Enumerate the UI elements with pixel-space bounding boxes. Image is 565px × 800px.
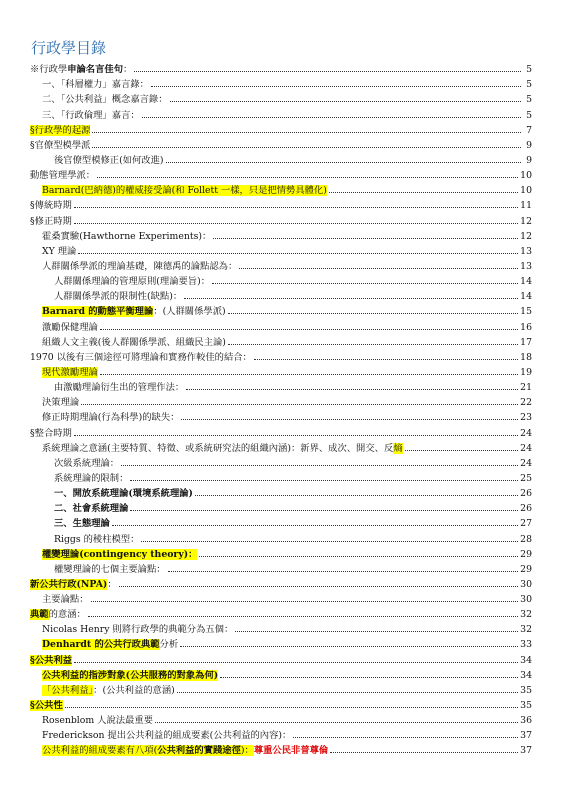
toc-page-number: 26 <box>520 503 532 515</box>
toc-entry-segment: 動態管理學派： <box>30 170 96 182</box>
toc-entry-segment: 三、「行政倫理」嘉言： <box>42 109 140 121</box>
toc-entry-title <box>42 185 327 196</box>
dot-leader <box>170 101 521 102</box>
toc-entry-title <box>42 670 218 681</box>
toc-entry-segment: Rosenblom 人說法最重要 <box>42 715 153 727</box>
dot-leader <box>228 313 519 314</box>
toc-entry[interactable] <box>30 469 532 484</box>
toc-entry-title <box>42 322 98 333</box>
toc-entry-title <box>30 579 117 590</box>
toc-entry-segment: ： <box>123 64 133 76</box>
toc-entry[interactable] <box>30 211 532 226</box>
toc-page-number: 34 <box>520 669 532 681</box>
toc-entry[interactable] <box>30 635 532 650</box>
toc-entry-segment: 霍桑實驗(Hawthorne Experiments)： <box>42 230 212 242</box>
toc-page-number: 16 <box>520 321 532 333</box>
toc-page-number: 5 <box>526 64 532 76</box>
toc-entry-title <box>54 518 110 529</box>
toc-page-number: 29 <box>520 548 532 560</box>
toc-entry-segment: 權變理論(contingency theory)： <box>42 548 198 560</box>
toc-page-number: 9 <box>526 154 532 166</box>
toc-entry[interactable] <box>30 560 532 575</box>
dot-leader <box>92 132 521 133</box>
toc-entry-title <box>54 382 184 393</box>
toc-entry[interactable] <box>30 333 532 348</box>
toc-page-number: 24 <box>520 457 532 469</box>
toc-entry-segment: 的意涵： <box>48 609 86 621</box>
toc-entry[interactable] <box>30 499 532 514</box>
toc-entry-title <box>42 745 328 756</box>
toc-entry-segment: Barnard 的動態平衡理論 <box>42 306 154 318</box>
toc-entry[interactable] <box>30 650 532 665</box>
toc-page-number: 18 <box>520 351 532 363</box>
toc-entry-segment: 決策理論 <box>42 397 80 409</box>
dot-leader <box>212 283 518 284</box>
toc-entry-segment: 公共利益的實踐途徑 <box>157 745 241 757</box>
dot-leader <box>74 223 518 224</box>
toc-entry[interactable] <box>30 711 532 726</box>
toc-entry-title <box>42 261 237 272</box>
toc-entry[interactable] <box>30 60 532 75</box>
toc-entry[interactable] <box>30 181 532 196</box>
toc-entry-title <box>54 473 128 484</box>
page-title: 行政學目錄 <box>31 39 107 57</box>
dot-leader <box>134 71 521 72</box>
toc-page-number: 36 <box>520 715 532 727</box>
toc-entry-title <box>30 140 90 151</box>
toc-entry[interactable] <box>30 408 532 423</box>
toc-entry[interactable] <box>30 363 532 378</box>
dot-leader <box>195 495 518 496</box>
toc-entry-segment: 人群關係學派的限制性(缺點)： <box>54 291 183 303</box>
toc-entry[interactable] <box>30 166 532 181</box>
dot-leader <box>151 86 521 87</box>
toc-entry[interactable] <box>30 317 532 332</box>
toc-entry-segment: Denhardt 的公共行政典範 <box>42 639 160 651</box>
dot-leader <box>91 601 519 602</box>
toc-entry-title <box>42 337 226 348</box>
toc-page-number: 19 <box>520 366 532 378</box>
toc-page-number: 23 <box>520 412 532 424</box>
dot-leader <box>168 571 519 572</box>
toc-entry-title <box>42 549 197 560</box>
toc-entry-title <box>30 609 86 620</box>
dot-leader <box>155 722 518 723</box>
toc-entry-segment: §整合時期 <box>30 427 72 439</box>
toc-page-number: 26 <box>520 488 532 500</box>
dot-leader <box>184 298 518 299</box>
toc-entry-title <box>42 594 89 605</box>
toc-entry-title <box>42 246 76 257</box>
toc-page-number: 12 <box>520 215 532 227</box>
toc-page-number: 12 <box>520 230 532 242</box>
toc-entry-segment: Riggs 的稜柱模型： <box>54 533 140 545</box>
table-of-contents <box>30 60 532 756</box>
dot-leader <box>112 525 518 526</box>
toc-entry-segment: 尊重公民非普尊倫 <box>253 745 329 757</box>
toc-entry-segment: ：(人群關係學派) <box>153 306 226 318</box>
toc-page-number: 29 <box>520 563 532 575</box>
toc-page-number: 14 <box>520 291 532 303</box>
dot-leader <box>119 586 519 587</box>
toc-entry-segment: §傳統時期 <box>30 200 72 212</box>
toc-entry-segment: 人群關係學派的理論基礎，陳德禹的論點認為： <box>42 260 238 272</box>
toc-entry-segment: 後官僚型模修正(如何改進) <box>54 154 164 166</box>
toc-entry-segment: 「公共利益」 <box>42 684 94 696</box>
dot-leader <box>121 465 518 466</box>
toc-page-number: 9 <box>526 139 532 151</box>
toc-entry-title <box>42 412 179 423</box>
toc-entry-segment: 次級系統理論： <box>54 457 120 469</box>
toc-entry-segment: 一、「科層權力」嘉言錄： <box>42 79 149 91</box>
toc-entry-segment: 1970 以後有三個途徑可將理論和實務作較佳的結合： <box>30 351 252 363</box>
dot-leader <box>65 707 518 708</box>
dot-leader <box>74 662 518 663</box>
toc-entry-segment: 三、生態理論 <box>54 518 110 530</box>
toc-page-number: 14 <box>520 276 532 288</box>
toc-entry[interactable] <box>30 605 532 620</box>
toc-entry-segment: 一、開放系統理論(環境系統理論) <box>54 488 193 500</box>
toc-page-number: 27 <box>520 518 532 530</box>
toc-entry-segment: Frederickson 提出公共利益的組成要素(公共利益的內容)： <box>42 730 292 742</box>
toc-entry[interactable] <box>30 272 532 287</box>
toc-page-number: 37 <box>520 730 532 742</box>
toc-entry-segment: 公共利益的組成要素有八項( <box>42 745 158 757</box>
toc-entry-segment: ※行政學 <box>30 64 68 76</box>
toc-entry-title <box>42 231 211 242</box>
toc-entry-segment: 由激勵理論衍生出的管理作法： <box>54 382 185 394</box>
toc-entry-title <box>30 125 90 136</box>
toc-entry[interactable] <box>30 454 532 469</box>
toc-page-number: 35 <box>520 684 532 696</box>
dot-leader <box>293 737 518 738</box>
dot-leader <box>74 207 518 208</box>
toc-page-number: 13 <box>520 260 532 272</box>
dot-leader <box>88 616 518 617</box>
toc-entry[interactable] <box>30 620 532 635</box>
toc-entry-segment: 組織人文主義(後人群關係學派、組織民主論) <box>42 336 226 348</box>
toc-page-number: 7 <box>526 124 532 136</box>
toc-entry[interactable] <box>30 514 532 529</box>
toc-entry[interactable] <box>30 121 532 136</box>
toc-entry[interactable] <box>30 287 532 302</box>
dot-leader <box>74 435 518 436</box>
dot-leader <box>130 480 518 481</box>
toc-page-number: 10 <box>520 170 532 182</box>
dot-leader <box>186 389 518 390</box>
dot-leader <box>180 646 518 647</box>
toc-page-number: 28 <box>520 533 532 545</box>
toc-entry-title <box>30 428 72 439</box>
toc-entry[interactable] <box>30 136 532 151</box>
toc-entry-title <box>42 685 175 696</box>
toc-entry[interactable] <box>30 105 532 120</box>
toc-entry-segment: §行政學的起源 <box>30 124 91 136</box>
dot-leader <box>141 541 518 542</box>
toc-entry[interactable] <box>30 529 532 544</box>
toc-entry-segment: XY 理論 <box>42 245 77 257</box>
toc-entry-title <box>30 655 72 666</box>
toc-page-number: 33 <box>520 639 532 651</box>
toc-entry-title <box>54 276 210 287</box>
toc-entry-segment: 修正時期理論(行為科學)的缺失： <box>42 412 180 424</box>
toc-entry-segment: §公共利益 <box>30 654 73 666</box>
toc-entry-segment: )： <box>240 745 254 757</box>
toc-entry[interactable] <box>30 575 532 590</box>
dot-leader <box>330 752 518 753</box>
toc-entry-segment: Nicolas Henry 則將行政學的典範分為五個： <box>42 624 234 636</box>
toc-page-number: 35 <box>520 700 532 712</box>
toc-entry-segment: 新公共行政(NPA) <box>30 578 108 590</box>
dot-leader <box>405 450 519 451</box>
dot-leader <box>254 359 518 360</box>
toc-entry-title <box>42 624 233 635</box>
toc-entry-segment: 主要論點： <box>42 594 89 606</box>
toc-page-number: 15 <box>520 306 532 318</box>
toc-page-number: 24 <box>520 427 532 439</box>
toc-entry[interactable] <box>30 196 532 211</box>
toc-entry[interactable] <box>30 741 532 756</box>
toc-entry-segment: 熵 <box>393 442 403 454</box>
toc-entry[interactable] <box>30 90 532 105</box>
toc-entry-title <box>30 170 95 181</box>
toc-entry-title <box>30 200 72 211</box>
toc-entry[interactable] <box>30 302 532 317</box>
toc-page-number: 13 <box>520 245 532 257</box>
dot-leader <box>181 419 518 420</box>
dot-leader <box>329 192 518 193</box>
toc-entry-title <box>30 216 72 227</box>
dot-leader <box>166 162 521 163</box>
toc-entry-segment: ：(公共利益的意涵) <box>93 684 175 696</box>
toc-entry-title <box>42 367 98 378</box>
dot-leader <box>81 404 518 405</box>
dot-leader <box>220 677 518 678</box>
toc-entry-title <box>54 564 166 575</box>
toc-page-number: 11 <box>520 200 532 212</box>
dot-leader <box>235 631 518 632</box>
toc-page-number: 21 <box>520 382 532 394</box>
toc-entry-segment: 人群關係理論的管理原則(理論要旨)： <box>54 276 211 288</box>
toc-entry-segment: 二、社會系統理論 <box>54 503 129 515</box>
dot-leader <box>92 147 521 148</box>
toc-entry-segment: 激勵保健理論 <box>42 321 98 333</box>
dot-leader <box>177 692 518 693</box>
toc-page-number: 22 <box>520 397 532 409</box>
toc-entry[interactable] <box>30 545 532 560</box>
toc-entry-title <box>54 503 128 514</box>
toc-page-number: 10 <box>520 185 532 197</box>
dot-leader <box>239 268 518 269</box>
toc-entry-segment: 權變理論的七個主要論點： <box>54 563 166 575</box>
toc-entry-segment: 系統理論的限制： <box>54 472 129 484</box>
toc-entry[interactable] <box>30 75 532 90</box>
toc-page-number: 5 <box>526 79 532 91</box>
dot-leader <box>97 177 518 178</box>
toc-page-number: 5 <box>526 94 532 106</box>
toc-entry-segment: §官僚型模學派 <box>30 139 91 151</box>
toc-entry-segment: 系統理論之意涵(主要特質、特徵、或系統研究法的組織內涵)：新界、成次、開交、反 <box>42 442 394 454</box>
toc-entry-segment: 二、「公共利益」概念嘉言錄： <box>42 94 168 106</box>
toc-entry[interactable] <box>30 378 532 393</box>
toc-entry[interactable] <box>30 257 532 272</box>
toc-entry-title <box>42 94 168 105</box>
toc-page-number: 17 <box>520 336 532 348</box>
toc-entry-segment: §公共性 <box>30 700 63 712</box>
toc-entry-title <box>54 291 182 302</box>
toc-entry-segment: 公共利益的指涉對象(公共服務的對象為何) <box>42 669 219 681</box>
toc-entry-title <box>42 639 178 650</box>
dot-leader <box>142 117 521 118</box>
toc-entry[interactable] <box>30 151 532 166</box>
toc-entry-segment: ： <box>107 578 117 590</box>
toc-entry-title <box>42 730 291 741</box>
dot-leader <box>199 556 518 557</box>
toc-page-number: 32 <box>520 609 532 621</box>
toc-entry[interactable] <box>30 393 532 408</box>
toc-entry[interactable] <box>30 423 532 438</box>
toc-page-number: 5 <box>526 109 532 121</box>
toc-page-number: 30 <box>520 594 532 606</box>
toc-entry[interactable] <box>30 242 532 257</box>
toc-page-number: 32 <box>520 624 532 636</box>
toc-page-number: 25 <box>520 472 532 484</box>
toc-entry-title <box>30 64 132 75</box>
toc-page-number: 30 <box>520 578 532 590</box>
toc-entry-title <box>54 534 139 545</box>
toc-entry-title <box>30 700 63 711</box>
toc-entry-title <box>42 397 79 408</box>
toc-entry-title <box>54 155 164 166</box>
toc-entry-title <box>54 458 119 469</box>
toc-entry[interactable] <box>30 590 532 605</box>
toc-entry[interactable] <box>30 696 532 711</box>
toc-page-number: 34 <box>520 654 532 666</box>
toc-entry-title <box>42 715 153 726</box>
toc-entry[interactable] <box>30 681 532 696</box>
dot-leader <box>130 510 518 511</box>
toc-entry-segment: 典範 <box>30 609 49 621</box>
toc-entry-segment: 申論名言佳句 <box>67 64 123 76</box>
toc-entry-segment: 現代激勵理論 <box>42 366 98 378</box>
dot-leader <box>213 238 518 239</box>
toc-entry-segment: §修正時期 <box>30 215 72 227</box>
toc-entry[interactable] <box>30 484 532 499</box>
toc-entry-segment: 分析 <box>159 639 179 651</box>
toc-entry-title <box>54 488 193 499</box>
toc-entry-title <box>30 352 252 363</box>
toc-page-number: 24 <box>520 442 532 454</box>
toc-page-number: 37 <box>520 745 532 757</box>
toc-entry-title <box>42 110 140 121</box>
toc-entry[interactable] <box>30 439 532 454</box>
toc-entry[interactable] <box>30 666 532 681</box>
dot-leader <box>100 374 518 375</box>
dot-leader <box>100 329 518 330</box>
toc-entry-title <box>42 79 149 90</box>
toc-entry-title <box>42 443 403 454</box>
toc-entry-title <box>42 306 226 317</box>
toc-entry[interactable] <box>30 348 532 363</box>
dot-leader <box>78 253 518 254</box>
toc-entry[interactable] <box>30 227 532 242</box>
dot-leader <box>228 344 518 345</box>
toc-entry-segment: Barnard(巴納德)的權威接受論(和 Follett 一樣，只是把情勢具體化) <box>42 185 327 197</box>
toc-entry[interactable] <box>30 726 532 741</box>
